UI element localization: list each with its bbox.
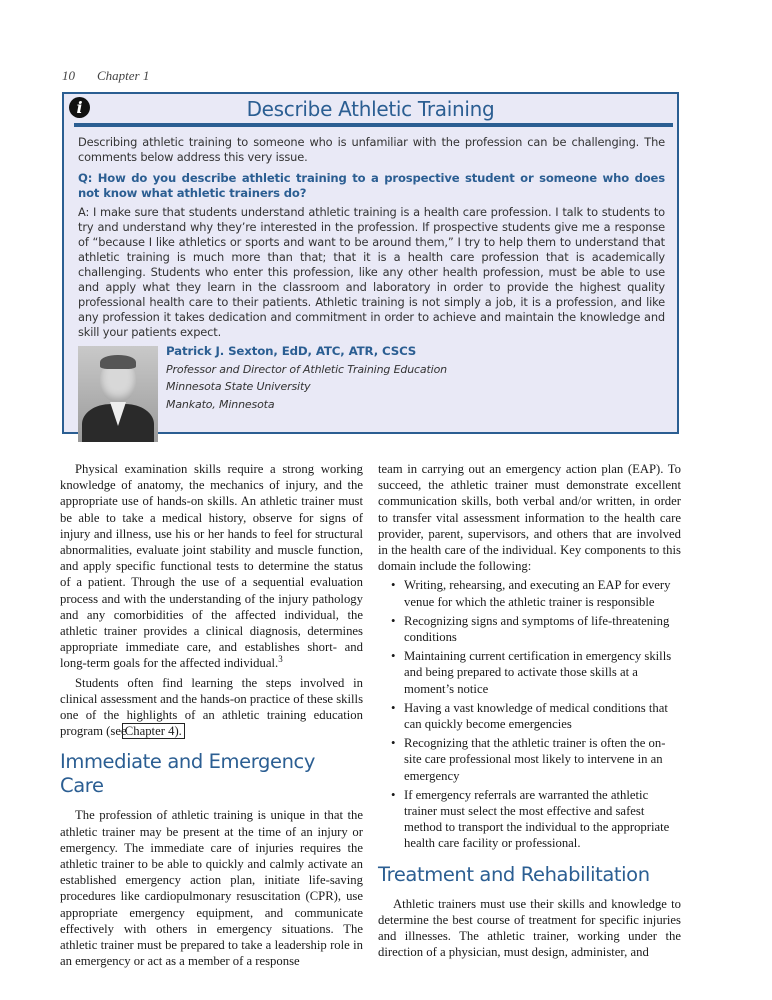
list-item: • Writing, rehearsing, and executing an EAP for every venue for which the athletic trainer is responsible [404,577,681,609]
author-bio-text [166,343,447,413]
author-institution: Minnesota State University [166,380,311,393]
sidebar-question: Q: How do you describe athletic training to a prospective student or someone who does not know what athletic trainers do? [78,171,665,200]
sidebar-title: Describe Athletic Training [246,97,495,121]
list-item: • If emergency referrals are warranted the athletic trainer must select the most effective and safest method to transport the individual to the appropriate health care facility or professional. [404,787,681,852]
sidebar-intro: Describing athletic training to someone who is unfamiliar with the profession can be challenging. The comments below address this very issue. [78,135,665,164]
author-location: Mankato, Minnesota [166,397,275,411]
left-column [60,461,363,972]
author-title: Professor and Director of Athletic Training Education [166,362,447,376]
right-column [378,461,681,963]
sidebar-box [62,92,679,434]
sidebar-rule [74,123,673,127]
author-name: Patrick J. Sexton, EdD, ATC, ATR, CSCS [166,344,417,358]
key-components-list [378,577,681,851]
list-item: • Recognizing that the athletic trainer is often the on-site care professional most likely to intervene in an emergency [404,735,681,784]
info-icon: i [69,97,90,118]
body-paragraph: Physical examination skills require a strong working knowledge of anatomy, the mechanics of injury, and the appropriate use of hands-on skills. An athletic trainer must be able to take a medical history, observe for signs of injury and illness, use his or her hands to feel for structural abnormalities, evaluate joint stability and muscle function, and apply specific functional tests to determine the status of a patient. Through the use of a sequential evaluation process and with the understanding of the injury pathology and any comorbidities of the affected individual, the athletic trainer provides a clinical diagnosis, determines appropriate immediate care, and establishes short- and long-term goals for the affected individual.$^3$ [60,462,363,671]
sidebar-header [64,94,677,125]
page-number: 10 [62,68,75,83]
reference-superscript: 3 [278,654,283,665]
body-paragraph: Athletic trainers must use their skills and knowledge to determine the best course of treatment for specific injuries and illnesses. The athletic trainer, working under the direction of a physician, must design, administer, and [378,896,681,960]
body-paragraph: The profession of athletic training is unique in that the athletic trainer may be present at the time of an injury or emergency. The immediate care of injuries requires the athletic trainer to be able to quickly and calmly activate an established emergency action plan, initiate life-saving procedures like cardiopulmonary resuscitation (CPR), use appropriate emergency equipment, and communicate effectively with others in emergency situations. The athletic trainer must be prepared to take a leadership role in an emergency or act as a member of a response [60,808,363,969]
sidebar-answer: A: I make sure that students understand athletic training is a health care profession. I talk to students to try and understand why they’re interested in the profession. If prospective students give me a response of “because I like athletics or sports and want to be around them,” I try to help them to understand that athletic training is much more than that; that it is a health care profession that is academically challenging. Students who enter this profession, like any other health profession, must be able to use and apply what they learn in the classroom and laboratory in order to provide the highest quality professional health care to their patients. Athletic training is not simply a job, it is a profession, and like any profession it takes dedication and commitment in order to achieve and maintain the knowledge and skill your patients expect. [78,205,665,339]
list-item: • Maintaining current certification in emergency skills and being prepared to activate those skills at a moment’s notice [404,648,681,697]
author-photo [78,346,158,442]
section-heading-treatment: Treatment and Rehabilitation [378,862,650,886]
author-bio [78,346,665,442]
sidebar-body [64,125,677,442]
running-head [62,68,149,84]
body-paragraph: team in carrying out an emergency action plan (EAP). To succeed, the athletic trainer must demonstrate excellent communication skills, both verbal and/or written, in order to transfer vital assessment information to the health care provider, parent, supervisors, and others that are involved in the health care of the individual. Key components to this domain include the following: [378,462,681,574]
chapter-label: Chapter 1 [97,68,150,83]
chapter-cross-reference-link[interactable]: Chapter 4). [122,723,185,739]
list-item: • Having a vast knowledge of medical conditions that can quickly become emergencies [404,700,681,732]
section-heading-emergency: Immediate and Emergency Care [60,750,315,798]
body-paragraph: Students often find learning the steps involved in clinical assessment and the hands-on practice of these skills one of the highlights of an athletic training education program (see Chapter 4). [60,675,364,739]
list-item: • Recognizing signs and symptoms of life-threatening conditions [404,613,681,645]
